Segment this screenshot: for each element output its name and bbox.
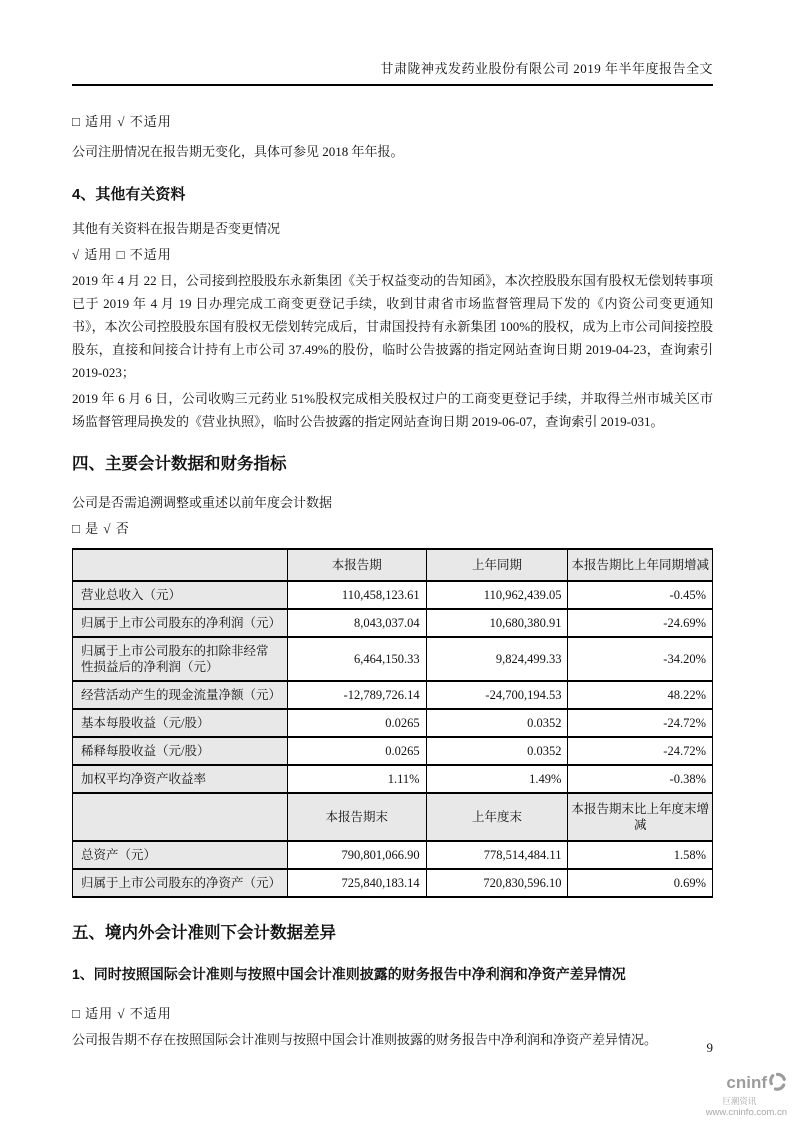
row-label: 总资产（元） [73, 841, 288, 869]
table-row [73, 765, 713, 793]
header-cell-blank-2 [73, 793, 288, 841]
header-cell-period-end: 本报告期末 [287, 793, 426, 841]
row-value: -0.38% [568, 765, 713, 793]
header-cell-prior-yearend: 上年度末 [426, 793, 568, 841]
row-value: 0.0265 [287, 709, 426, 737]
cninfo-logo [706, 1072, 787, 1118]
row-value: -24.69% [568, 609, 713, 637]
table-header-row-yearend [73, 793, 713, 841]
table-row [73, 681, 713, 709]
row-label: 经营活动产生的现金流量净额（元） [73, 681, 288, 709]
row-value: 0.69% [568, 869, 713, 897]
row-value: 1.49% [426, 765, 568, 793]
row-value: 0.0352 [426, 709, 568, 737]
row-label: 基本每股收益（元/股） [73, 709, 288, 737]
header-cell-current-period: 本报告期 [287, 549, 426, 581]
row-value: 6,464,150.33 [287, 637, 426, 681]
table-header-group-period [73, 549, 713, 581]
table-header-group-yearend [73, 793, 713, 841]
table-row [73, 581, 713, 609]
header-cell-blank [73, 549, 288, 581]
cninfo-url: www.cninfo.com.cn [705, 1106, 787, 1118]
row-value: -34.20% [568, 637, 713, 681]
row-label: 稀释每股收益（元/股） [73, 737, 288, 765]
table-body-period [73, 581, 713, 793]
page-content [72, 110, 713, 1051]
header-cell-yearend-change: 本报告期末比上年度末增减 [568, 793, 713, 841]
table-row [73, 737, 713, 765]
row-value: 778,514,484.11 [426, 841, 568, 869]
row-value: -24.72% [568, 737, 713, 765]
registration-note: 公司注册情况在报告期无变化，具体可参见 2018 年年报。 [72, 144, 404, 159]
table-row [73, 609, 713, 637]
other-info-paragraph-2: 2019 年 6 月 6 日，公司收购三元药业 51%股权完成相关股权过户的工商变更登记手续，并取得兰州市城关区市场监督管理局换发的《营业执照》，临时公告披露的指定网站查询日期 2019-06-07，查询索引 2019-031。 [72, 391, 713, 429]
differences-paragraph: 公司报告期不存在按照国际会计准则与按照中国会计准则披露的财务报告中净利润和净资产差异情况。 [72, 1032, 658, 1047]
row-label: 归属于上市公司股东的净利润（元） [73, 609, 288, 637]
row-value: -24,700,194.53 [426, 681, 568, 709]
table-header-row-period [73, 549, 713, 581]
restatement-question: 公司是否需追溯调整或重述以前年度会计数据 [72, 495, 333, 510]
applicability-line-other-info: √ 适用 □ 不适用 [72, 247, 172, 262]
row-value: 8,043,037.04 [287, 609, 426, 637]
page-number: 9 [706, 1040, 713, 1055]
row-value: 48.22% [568, 681, 713, 709]
row-label: 营业总收入（元） [73, 581, 288, 609]
row-value: 9,824,499.33 [426, 637, 568, 681]
table-row [73, 637, 713, 681]
cninfo-logo-text: cninf [726, 1073, 767, 1093]
row-value: 0.0352 [426, 737, 568, 765]
table-row [73, 869, 713, 897]
row-value: 720,830,596.10 [426, 869, 568, 897]
subheading-ifrs-vs-cas: 1、同时按照国际会计准则与按照中国会计准则披露的财务报告中净利润和净资产差异情况 [72, 966, 626, 982]
heading-other-info: 4、其他有关资料 [72, 186, 186, 203]
row-value: 1.58% [568, 841, 713, 869]
applicability-line-registration: □ 适用 √ 不适用 [72, 114, 172, 129]
heading-key-financials: 四、主要会计数据和财务指标 [72, 455, 287, 473]
applicability-line-restatement: □ 是 √ 否 [72, 521, 130, 536]
document-header [72, 0, 713, 86]
row-label: 归属于上市公司股东的净资产（元） [73, 869, 288, 897]
row-value: 110,962,439.05 [426, 581, 568, 609]
key-financials-table [72, 548, 713, 898]
cninfo-chinese-name: 巨潮资讯 [722, 1095, 757, 1106]
table-row [73, 841, 713, 869]
row-value: 10,680,380.91 [426, 609, 568, 637]
other-info-question: 其他有关资料在报告期是否变更情况 [72, 221, 281, 236]
row-value: 110,458,123.61 [287, 581, 426, 609]
table-body-yearend [73, 841, 713, 897]
row-value: -0.45% [568, 581, 713, 609]
row-value: -24.72% [568, 709, 713, 737]
header-cell-period-change: 本报告期比上年同期增减 [568, 549, 713, 581]
row-value: 725,840,183.14 [287, 869, 426, 897]
row-value: 790,801,066.90 [287, 841, 426, 869]
row-label: 归属于上市公司股东的扣除非经常性损益后的净利润（元） [73, 637, 288, 681]
header-cell-prior-period: 上年同期 [426, 549, 568, 581]
row-value: 1.11% [287, 765, 426, 793]
cninfo-logo-row [706, 1072, 787, 1096]
row-value: 0.0265 [287, 737, 426, 765]
other-info-paragraph-1: 2019 年 4 月 22 日，公司接到控股股东永新集团《关于权益变动的告知函》，本次控股股东国有股权无偿划转事项已于 2019 年 4 月 19 日办理完成工商变更登记手续，收到甘肃省市场监督管理局下发的《内资公司变更通知书》，本次公司控股股东国有股权无偿划转完成后，甘肃国投持有永新集团 100%的股权，成为上市公司间接控股股东，直接和间接合计持有上市公司 37.49%的股份，临时公告披露的指定网站查询日期 2019-04-23，查询索引 2019-023； [72, 273, 713, 380]
document-title: 甘肃陇神戎发药业股份有限公司 2019 年半年度报告全文 [380, 61, 713, 76]
cninfo-swirl-icon [768, 1072, 787, 1096]
row-label: 加权平均净资产收益率 [73, 765, 288, 793]
applicability-line-differences: □ 适用 √ 不适用 [72, 1006, 172, 1021]
row-value: -12,789,726.14 [287, 681, 426, 709]
heading-accounting-differences: 五、境内外会计准则下会计数据差异 [72, 924, 336, 942]
table-row [73, 709, 713, 737]
